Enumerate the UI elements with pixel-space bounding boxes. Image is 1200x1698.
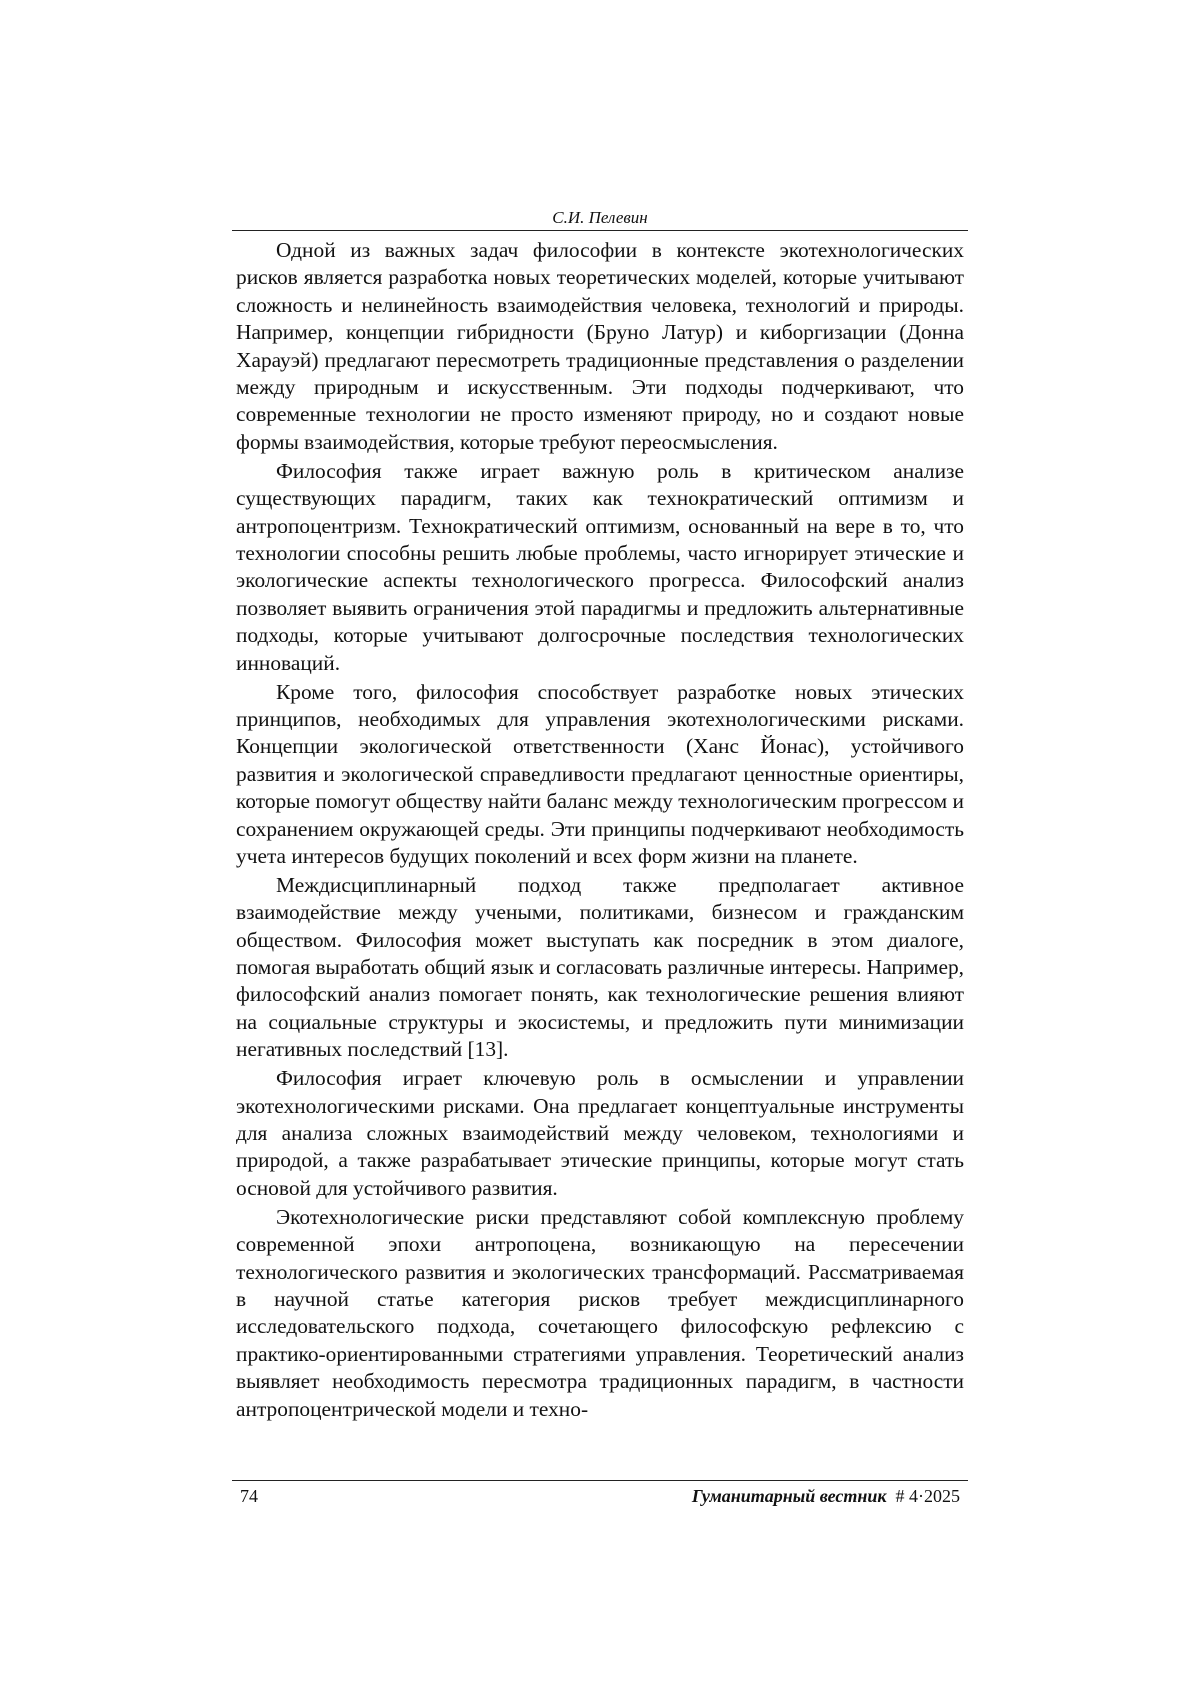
paragraph: Одной из важных задач философии в контексте экотехнологических рисков является разработка новых теоретических моделей, которые учитывают сложность и нелинейность взаимодействия человека, технологий и природы. Например, концепции гибридности (Бруно Латур) и киборгизации (Донна Харауэй) предлагают пересмотреть традиционные представления о разделении между природным и искусственным. Эти подходы подчеркивают, что современные технологии не просто изменяют природу, но и создают новые формы взаимодействия, которые требуют переосмысления. — [236, 238, 964, 454]
journal-title: Гуманитарный вестник — [691, 1486, 887, 1506]
issue-number: # 4·2025 — [895, 1486, 960, 1506]
paragraph: Междисциплинарный подход также предполагает активное взаимодействие между учеными, политиками, бизнесом и гражданским обществом. Философия может выступать как посредник в этом диалоге, помогая выработать общий язык и согласовать различные интересы. Например, философский анализ помогает понять, как технологические решения влияют на социальные структуры и экосистемы, и предложить пути минимизации негативных последствий [13]. — [236, 872, 964, 1062]
paragraph: Философия играет ключевую роль в осмыслении и управлении экотехнологическими рисками. Она предлагает концептуальные инструменты для анализа сложных взаимодействий между человеком, технологиями и природой, а также разрабатывает этические принципы, которые могут стать основой для устойчивого развития. — [236, 1066, 964, 1200]
footer-divider — [232, 1480, 968, 1481]
journal-info — [692, 1483, 960, 1509]
page-number: 74 — [240, 1486, 258, 1506]
paragraph: Экотехнологические риски представляют собой комплексную проблему современной эпохи антропоцена, возникающую на пересечении технологического развития и экологических трансформаций. Рассматриваемая в научной статье категория рисков требует междисциплинарного исследовательского подхода, сочетающего философскую рефлексию с практико-ориентированными стратегиями управления. Теоретический анализ выявляет необходимость пересмотра традиционных парадигм, в частности антропоцентрической модели и техно- — [236, 1204, 964, 1421]
page-footer — [240, 1483, 960, 1509]
running-header-author: С.И. Пелевин — [232, 206, 968, 231]
paragraph: Философия также играет важную роль в критическом анализе существующих парадигм, таких как технократический оптимизм и антропоцентризм. Технократический оптимизм, основанный на вере в то, что технологии способны решить любые проблемы, часто игнорирует этические и экологические аспекты технологического прогресса. Философский анализ позволяет выявить ограничения этой парадигмы и предложить альтернативные подходы, которые учитывают долгосрочные последствия технологических инноваций. — [236, 458, 964, 675]
article-body — [236, 237, 964, 1423]
paragraph: Кроме того, философия способствует разработке новых этических принципов, необходимых для управления экотехнологическими рисками. Концепции экологической ответственности (Ханс Йонас), устойчивого развития и экологической справедливости предлагают ценностные ориентиры, которые помогут обществу найти баланс между технологическим прогрессом и сохранением окружающей среды. Эти принципы подчеркивают необходимость учета интересов будущих поколений и всех форм жизни на планете. — [236, 679, 964, 868]
